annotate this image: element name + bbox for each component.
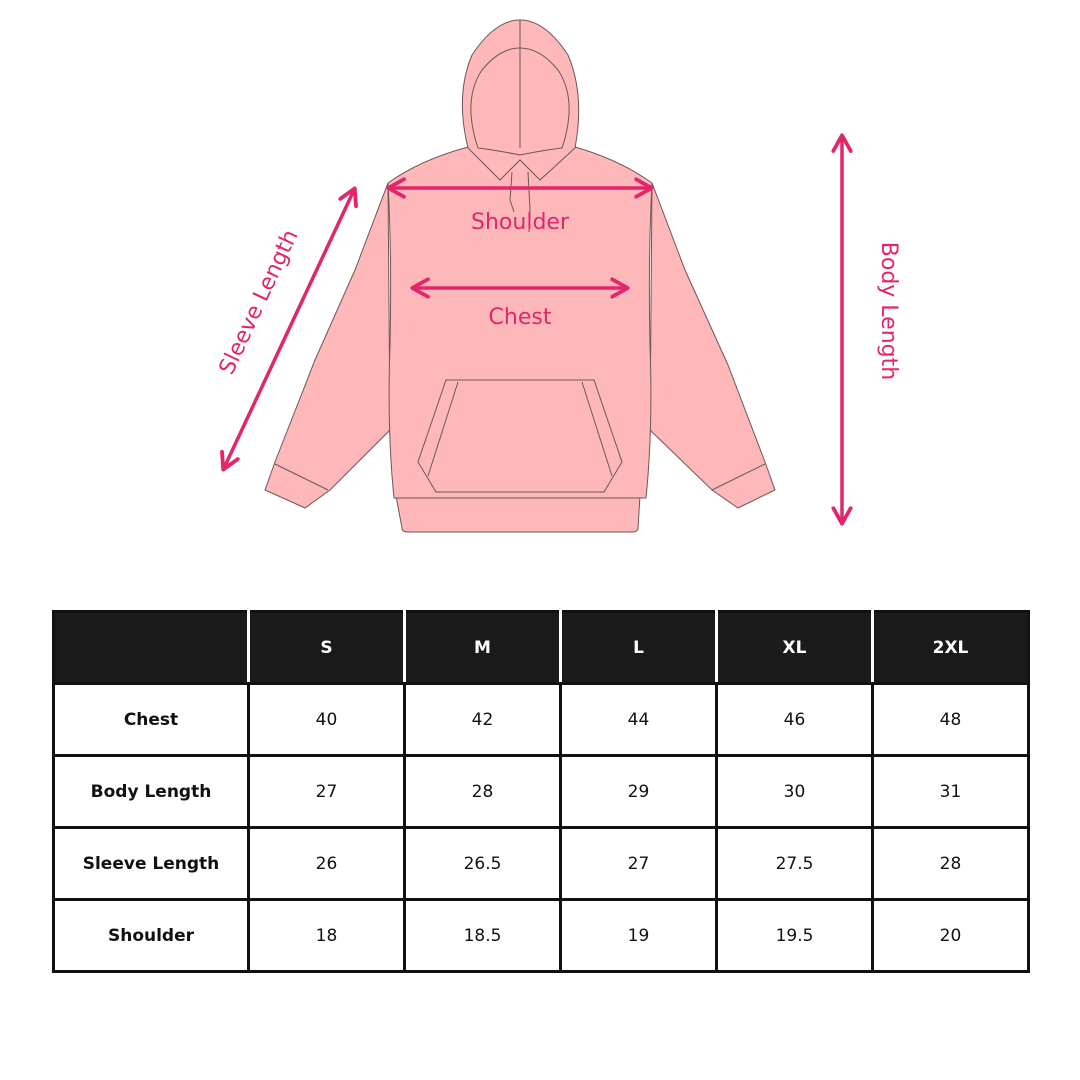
row-label: Body Length bbox=[54, 756, 249, 828]
row-label: Shoulder bbox=[54, 900, 249, 972]
table-row-sleeve-length bbox=[54, 828, 1029, 900]
table-cell: 31 bbox=[873, 756, 1029, 828]
row-label: Chest bbox=[54, 684, 249, 756]
right-sleeve bbox=[650, 183, 775, 508]
size-header-m: M bbox=[405, 612, 561, 684]
table-cell: 27.5 bbox=[717, 828, 873, 900]
table-cell: 40 bbox=[249, 684, 405, 756]
chest-label: Chest bbox=[488, 305, 552, 330]
table-row-body-length bbox=[54, 756, 1029, 828]
table-cell: 30 bbox=[717, 756, 873, 828]
size-header-xl: XL bbox=[717, 612, 873, 684]
table-cell: 20 bbox=[873, 900, 1029, 972]
table-cell: 48 bbox=[873, 684, 1029, 756]
table-cell: 26 bbox=[249, 828, 405, 900]
table-cell: 42 bbox=[405, 684, 561, 756]
table-cell: 46 bbox=[717, 684, 873, 756]
table-cell: 19.5 bbox=[717, 900, 873, 972]
table-cell: 26.5 bbox=[405, 828, 561, 900]
table-cell: 29 bbox=[561, 756, 717, 828]
size-header-s: S bbox=[249, 612, 405, 684]
row-label: Sleeve Length bbox=[54, 828, 249, 900]
table-cell: 19 bbox=[561, 900, 717, 972]
hoodie-illustration bbox=[265, 20, 775, 532]
size-header-2xl: 2XL bbox=[873, 612, 1029, 684]
table-row-shoulder bbox=[54, 900, 1029, 972]
table-cell: 27 bbox=[249, 756, 405, 828]
table-cell: 28 bbox=[405, 756, 561, 828]
kangaroo-pocket bbox=[418, 380, 622, 492]
hem-band bbox=[396, 496, 640, 532]
table-cell: 27 bbox=[561, 828, 717, 900]
table-row-chest bbox=[54, 684, 1029, 756]
table-cell: 18.5 bbox=[405, 900, 561, 972]
shoulder-label: Shoulder bbox=[471, 210, 569, 235]
table-cell: 44 bbox=[561, 684, 717, 756]
size-header-l: L bbox=[561, 612, 717, 684]
size-chart-table bbox=[52, 610, 1030, 973]
sleeve-length-label: Sleeve Length bbox=[214, 226, 304, 379]
table-header-row bbox=[54, 612, 1029, 684]
body-length-label: Body Length bbox=[876, 241, 901, 381]
corner-cell bbox=[54, 612, 249, 684]
table-cell: 28 bbox=[873, 828, 1029, 900]
table-cell: 18 bbox=[249, 900, 405, 972]
